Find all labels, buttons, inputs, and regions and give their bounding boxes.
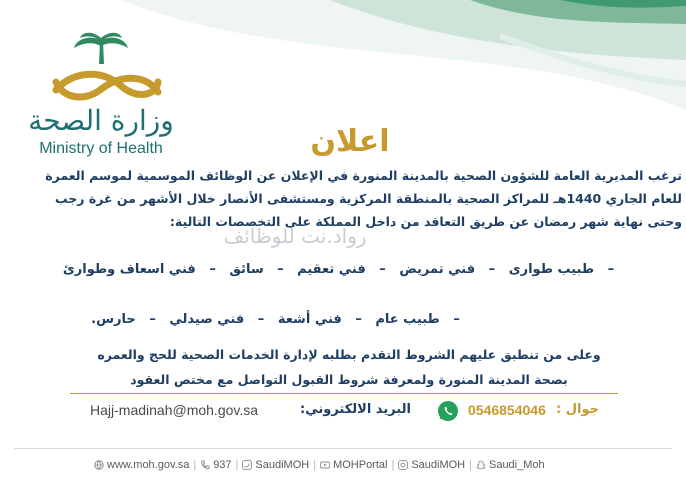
phone-label: جوال : [556,402,599,417]
globe-icon [94,460,104,470]
footer-snapchat-text: Saudi_Moh [488,459,545,471]
announcement-title: اعلان [310,124,390,159]
footer-phone[interactable] [200,459,231,471]
intro-line: ترغب المديرية العامة للشؤون الصحية بالمدينة المنورة في الإعلان عن الوظائف الموسمية لموسم العمرة [45,168,682,183]
intro-paragraph [20,164,682,233]
footer-youtube-text: MOHPortal [333,459,388,471]
job-item: سائق [229,262,264,277]
footer-snapchat[interactable] [476,459,545,471]
footer-twitter[interactable] [242,459,309,471]
job-item: حارس. [91,312,136,327]
intro-line: وحتى نهاية شهر رمضان عن طريق التعاقد من داخل المملكة على التخصصات التالية: [169,214,682,229]
job-item: طبيب طوارى [508,262,595,277]
footer-youtube[interactable] [320,459,387,471]
contact-note: بصحة المدينة المنورة ولمعرفة شروط القبول التواصل مع مختص العقود [130,372,568,387]
whatsapp-icon [437,400,459,422]
logo-arabic-name: وزارة الصحة [28,104,174,137]
phone-number[interactable]: 0546854046 [468,402,546,418]
watermark-text: رواد.نت للوظائف [223,224,367,248]
application-note: وعلى من تنطبق عليهم الشروط التقدم بطلبه لإدارة الخدمات الصحية للحج والعمره [97,347,601,362]
footer-website-text: www.moh.gov.sa [107,459,190,471]
instagram-icon [398,460,408,470]
footer-website[interactable] [94,459,189,471]
job-item: فني تمريض [399,262,476,277]
email-label: البريد الالكتروني: [300,402,411,417]
jobs-row-1: – طبيب طوارى – فني تمريض – فني تعقيم – سائق – فني اسعاف وطوارئ [62,262,615,277]
snapchat-icon [476,460,486,470]
footer-instagram-text: SaudiMOH [411,459,466,471]
twitter-icon [242,460,252,470]
footer-divider [14,448,672,449]
footer-instagram[interactable] [398,459,465,471]
intro-line: للعام الجاري 1440هـ للمراكز الصحية بالمنطقة المركزية ومستشفى الأنصار خلال الأشهر من غرة رجب [55,191,682,206]
job-item: فني تعقيم [297,262,366,277]
social-footer: www.moh.gov.sa | 937 | SaudiMOH | MOHPortal | SaudiMOH | Saudi_Moh [94,456,614,474]
footer-twitter-text: SaudiMOH [255,459,310,471]
footer-phone-text: 937 [213,459,232,471]
logo-english-name: Ministry of Health [39,140,163,157]
divider [70,393,618,394]
email-address[interactable]: Hajj-madinah@moh.gov.sa [90,402,259,418]
job-item: فني أشعة [277,312,342,327]
job-item: طبيب عام [375,312,440,327]
job-item: فني صيدلي [169,312,245,327]
jobs-row-2: – طبيب عام – فني أشعة – فني صيدلي – حارس. [91,312,460,327]
youtube-icon [320,460,330,470]
job-item: فني اسعاف وطوارئ [62,262,196,277]
phone-icon [200,460,210,470]
